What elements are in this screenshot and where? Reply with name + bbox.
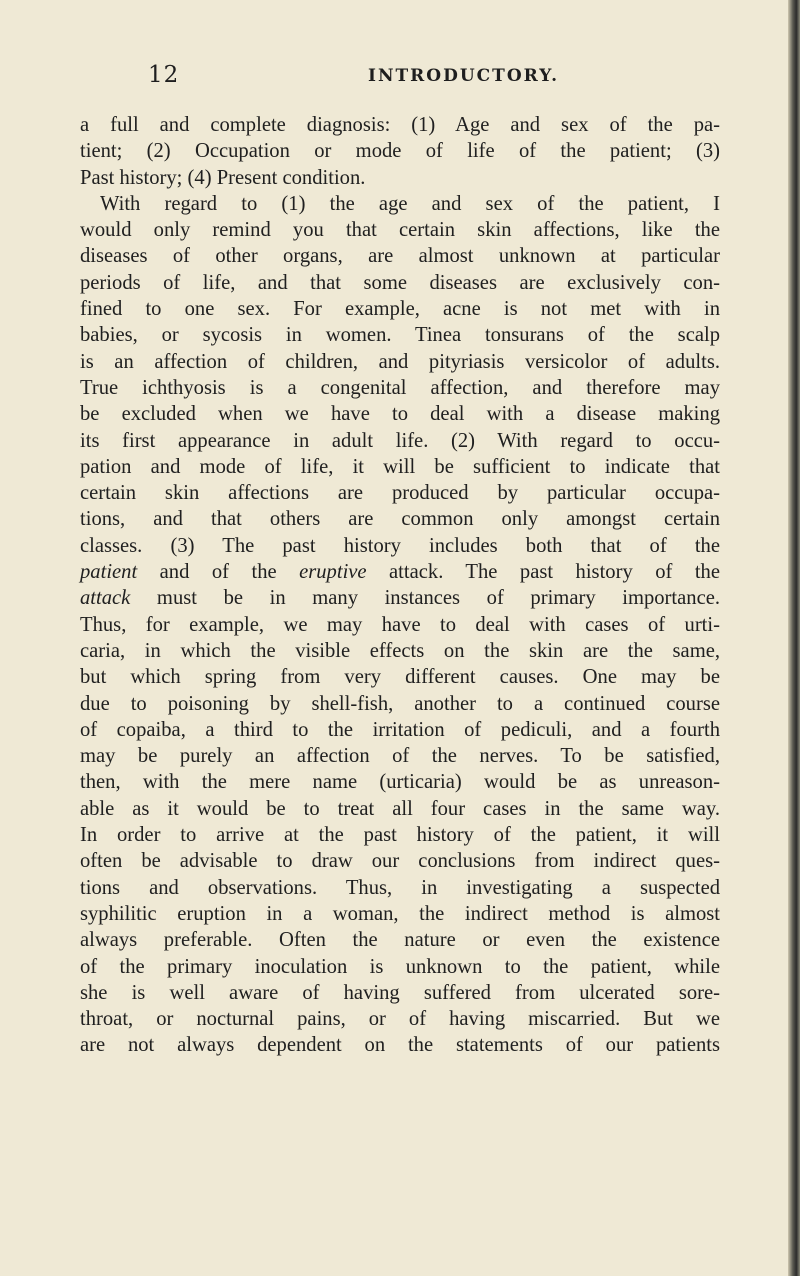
text-line: periods of life, and that some diseases are exclusively con- xyxy=(80,271,720,294)
text-line: of copaiba, a third to the irritation of pediculi, and a fourth xyxy=(80,718,720,741)
text-line xyxy=(80,559,720,585)
text-line: often be advisable to draw our conclusions from indirect ques- xyxy=(80,850,720,873)
text-line: Past history; (4) Present condition. xyxy=(80,166,366,189)
text-line: may be purely an affection of the nerves. To be satisfied, xyxy=(80,745,720,768)
text-line: tient; (2) Occupation or mode of life of the patient; (3) xyxy=(80,140,720,163)
text-line: throat, or nocturnal pains, or of having miscarried. But we xyxy=(80,1008,720,1031)
text-line: fined to one sex. For example, acne is not met with in xyxy=(80,298,720,321)
text-line: classes. (3) The past history includes both that of the xyxy=(80,534,720,557)
text-line: True ichthyosis is a congenital affection, and therefore may xyxy=(80,376,720,399)
text-line: babies, or sycosis in women. Tinea tonsurans of the scalp xyxy=(80,324,720,347)
text-fragment: and of the xyxy=(137,561,300,584)
italic-word: attack xyxy=(80,587,131,610)
italic-word: patient xyxy=(80,561,138,584)
text-fragment: attack. The past history of the xyxy=(366,561,720,584)
text-line: she is well aware of having suffered from ulcerated sore- xyxy=(80,981,720,1004)
text-line: are not always dependent on the statements of our patients xyxy=(80,1034,720,1057)
text-line: tions, and that others are common only amongst certain xyxy=(80,508,720,531)
text-line: pation and mode of life, it will be sufficient to indicate that xyxy=(80,455,720,478)
text-line: diseases of other organs, are almost unknown at particular xyxy=(80,245,720,268)
text-line: its first appearance in adult life. (2) With regard to occu- xyxy=(80,429,720,452)
page-edge-shadow xyxy=(788,0,800,1276)
text-line: able as it would be to treat all four cases in the same way. xyxy=(80,797,720,820)
text-line: due to poisoning by shell-fish, another to a continued course xyxy=(80,692,720,715)
text-line: but which spring from very different causes. One may be xyxy=(80,666,720,689)
text-line: a full and complete diagnosis: (1) Age and sex of the pa- xyxy=(80,114,720,136)
text-line: is an affection of children, and pityriasis versicolor of adults. xyxy=(80,350,720,373)
text-line: certain skin affections are produced by particular occupa- xyxy=(80,482,720,505)
text-line: Thus, for example, we may have to deal with cases of urti- xyxy=(80,613,720,636)
running-head: INTRODUCTORY. xyxy=(368,66,560,86)
text-line: then, with the mere name (urticaria) would be as unreason- xyxy=(80,771,720,794)
text-line xyxy=(80,585,720,611)
text-line: tions and observations. Thus, in investigating a suspected xyxy=(80,876,720,899)
text-fragment: must be in many instances of primary importance. xyxy=(130,587,720,610)
text-line: of the primary inoculation is unknown to the patient, while xyxy=(80,955,720,978)
text-line: would only remind you that certain skin affections, like the xyxy=(80,219,720,242)
text-line: syphilitic eruption in a woman, the indirect method is almost xyxy=(80,902,720,925)
page-header xyxy=(0,62,790,92)
text-line: With regard to (1) the age and sex of the patient, I xyxy=(100,192,720,215)
text-line: In order to arrive at the past history of the patient, it will xyxy=(80,824,720,847)
text-line: always preferable. Often the nature or even the existence xyxy=(80,929,720,952)
italic-word: eruptive xyxy=(299,561,367,584)
body-text xyxy=(80,112,720,1059)
text-line: be excluded when we have to deal with a disease making xyxy=(80,403,720,426)
text-line: caria, in which the visible effects on the skin are the same, xyxy=(80,639,720,662)
page-number: 12 xyxy=(148,62,180,88)
